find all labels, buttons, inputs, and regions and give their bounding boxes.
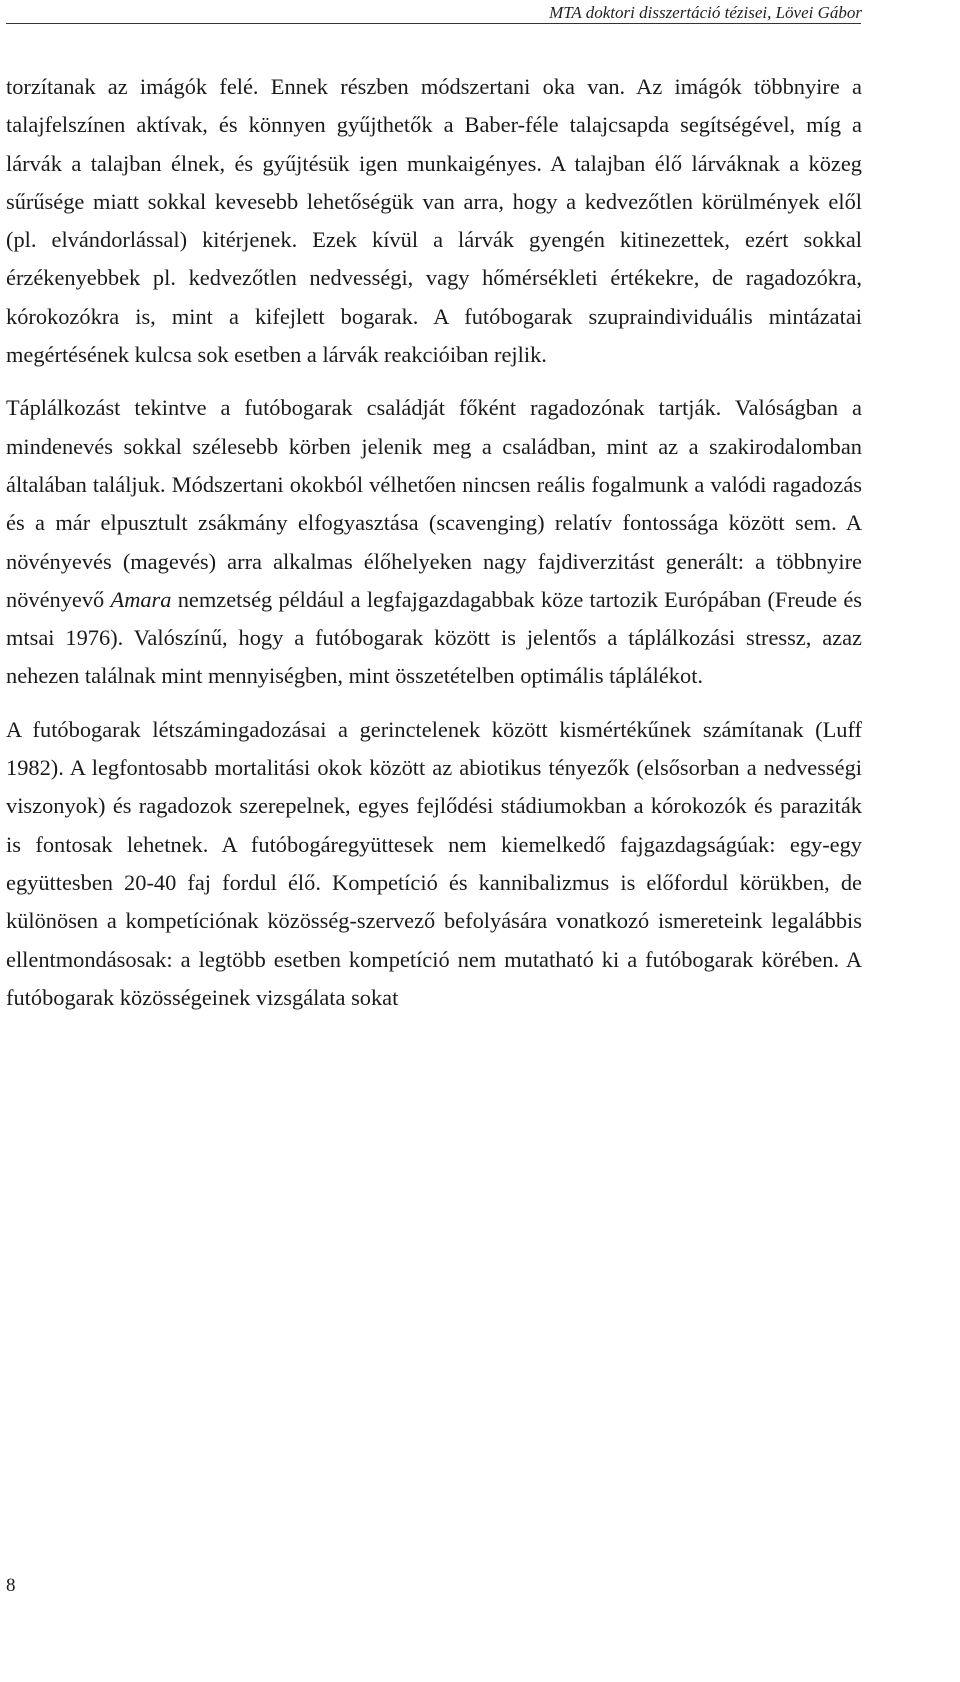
body-text <box>6 68 862 1017</box>
paragraph-1 <box>6 68 862 374</box>
running-header: MTA doktori disszertáció tézisei, Lövei Gábor <box>549 3 862 22</box>
paragraph-1-text: torzítanak az imágók felé. Ennek részben módszertani oka van. Az imágók többnyire a talajfelszínen aktívak, és könnyen gyűjthetők a Baber-féle talajcsapda segítségével, míg a lárvák a talajban élnek, és gyűjtésük igen munkaigényes. A talajban élő lárváknak a közeg sűrűsége miatt sokkal kevesebb lehetőségük van arra, hogy a kedvezőtlen körülmények elől (pl. elvándorlással) kitérjenek. Ezek kívül a lárvák gyengén kitinezettek, ezért sokkal érzékenyebbek pl. kedvezőtlen nedvességi, vagy hőmérsékleti értékekre, de ragadozókra, kórokozókra is, mint a kifejlett bogarak. A futóbogarak szupraindividuális mintázatai megértésének kulcsa sok esetben a lárvák reakcióiban rejlik. <box>6 74 862 368</box>
paragraph-3 <box>6 711 862 1017</box>
header-rule <box>6 23 861 24</box>
paragraph-2-text-start: Táplálkozást tekintve a futóbogarak családját főként ragadozónak tartják. Valóságban a mindenevés sokkal szélesebb körben jelenik meg a családban, mint az a szakirodalomban általában találjuk. Módszertani okokból vélhetően nincsen reális fogalmunk a valódi ragadozás és a már elpusztult zsákmány elfogyasztása (scavenging) relatív fontossága között sem. A növényevés (magevés) arra alkalmas élőhelyeken nagy fajdiverzitást generált: a többnyire növényevő <box>6 395 862 612</box>
genus-name-amara: Amara <box>110 586 172 612</box>
paragraph-3-text: A futóbogarak létszámingadozásai a gerinctelenek között kismértékűnek számítanak (Luff 1982). A legfontosabb mortalitási okok között az abiotikus tényezők (elsősorban a nedvességi viszonyok) és ragadozok szerepelnek, egyes fejlődési stádiumokban a kórokozók és paraziták is fontosak lehetnek. A futóbogáregyüttesek nem kiemelkedő fajgazdagságúak: egy-egy együttesben 20-40 faj fordul élő. Kompetíció és kannibalizmus is előfordul körükben, de különösen a kompetíciónak közösség-szervező befolyására vonatkozó ismereteink legalábbis ellentmondásosak: a legtöbb esetben kompetíció nem mutatható ki a futóbogarak körében. A futóbogarak közösségeinek vizsgálata sokat <box>6 716 862 1010</box>
paragraph-2-text-end: nemzetség például a legfajgazdagabbak köze tartozik Európában (Freude és mtsai 1976). Valószínű, hogy a futóbogarak között is jelentős a táplálkozási stressz, azaz nehezen találnak mint mennyiségben, mint összetételben optimális táplálékot. <box>6 586 862 689</box>
paragraph-2 <box>6 389 862 695</box>
page-number: 8 <box>6 1575 16 1596</box>
